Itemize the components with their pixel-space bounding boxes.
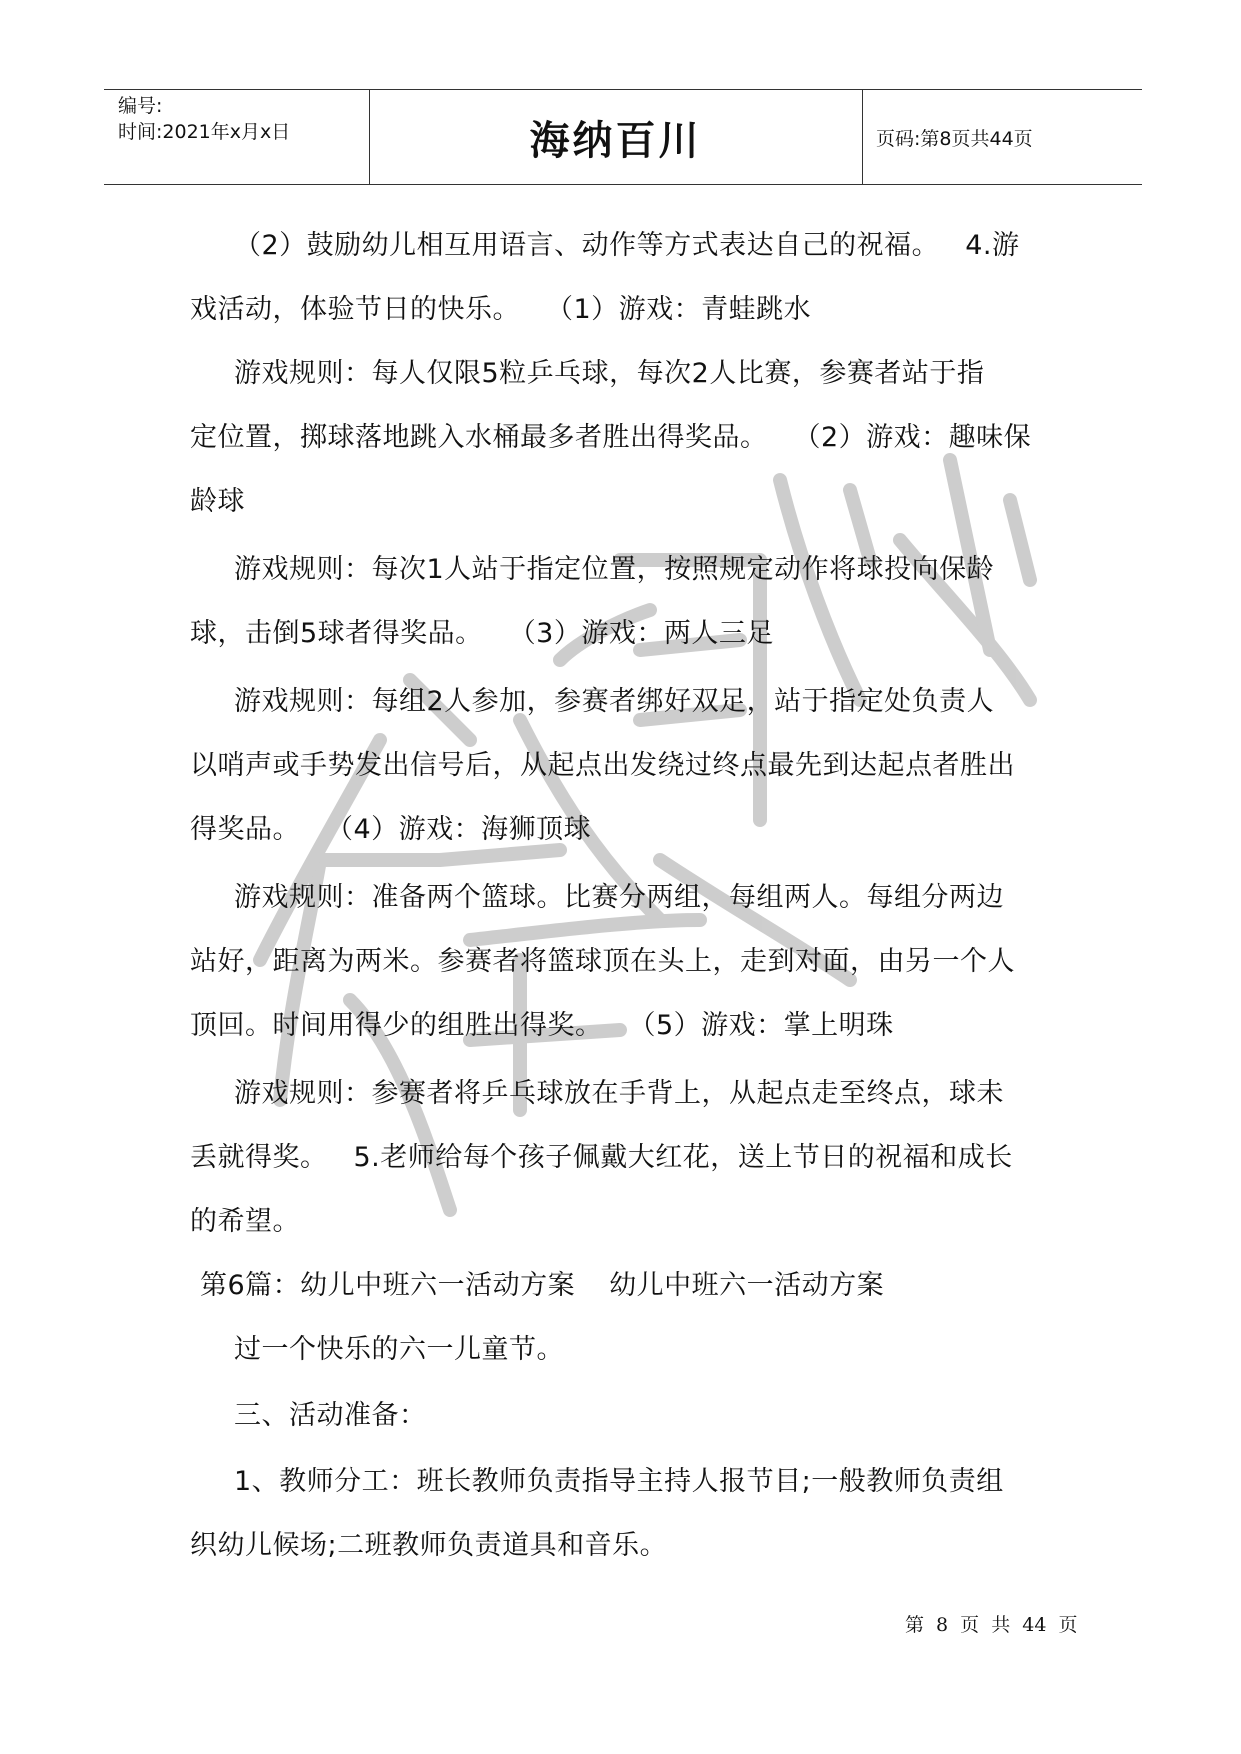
text-line	[190, 944, 1015, 980]
text-line	[190, 1204, 300, 1240]
text-segment: （1）游戏：青蛙跳水	[546, 294, 812, 325]
text-line	[190, 616, 774, 652]
header-info-cell	[104, 90, 370, 184]
text-segment: 游戏规则：准备两个篮球。比赛分两组，每组两人。每组分两边	[234, 882, 1004, 913]
text-segment: 过一个快乐的六一儿童节。	[234, 1334, 564, 1365]
text-line	[234, 684, 994, 720]
number-label: 编号:	[118, 95, 163, 117]
time-label: 时间:2021年x月x日	[118, 121, 291, 143]
text-segment: 丢就得奖。	[190, 1142, 328, 1173]
text-segment: （5）游戏：掌上明珠	[628, 1010, 894, 1041]
text-line	[234, 1464, 1004, 1500]
text-segment: 4.游	[965, 230, 1020, 261]
text-line	[234, 1332, 564, 1368]
page-footer: 第 8 页 共 44 页	[905, 1614, 1078, 1636]
header-brand-cell	[369, 90, 863, 184]
text-segment: 游戏规则：每组2人参加，参赛者绑好双足，站于指定处负责人	[234, 686, 995, 717]
brand-title: 海纳百川	[529, 117, 702, 164]
text-line	[190, 1528, 667, 1564]
text-segment: 织幼儿候场;二班教师负责道具和音乐。	[190, 1530, 668, 1561]
text-segment: 定位置，掷球落地跳入水桶最多者胜出得奖品。	[190, 422, 768, 453]
text-line	[190, 812, 591, 848]
text-segment: 第6篇：幼儿中班六一活动方案	[200, 1270, 576, 1301]
text-line	[234, 1398, 427, 1434]
document-header	[104, 89, 1142, 185]
text-segment: 以哨声或手势发出信号后，从起点出发绕过终点最先到达起点者胜出	[190, 750, 1015, 781]
text-segment: 游戏规则：参赛者将乒乓球放在手背上，从起点走至终点，球未	[234, 1078, 1004, 1109]
text-line	[190, 1140, 1013, 1176]
text-segment: 得奖品。	[190, 814, 300, 845]
text-line	[234, 880, 1004, 916]
text-segment: （2）鼓励幼儿相互用语言、动作等方式表达自己的祝福。	[234, 230, 940, 261]
text-line	[190, 420, 1031, 456]
text-line	[234, 1076, 1004, 1112]
text-line	[190, 1008, 894, 1044]
text-segment: 游戏规则：每次1人站于指定位置，按照规定动作将球投向保龄	[234, 554, 995, 585]
text-segment: 的希望。	[190, 1206, 300, 1237]
text-segment: 站好，距离为两米。参赛者将篮球顶在头上，走到对面，由另一个人	[190, 946, 1015, 977]
page-code: 页码:第8页共44页	[876, 127, 1033, 150]
text-segment: 幼儿中班六一活动方案	[609, 1270, 885, 1301]
text-line	[190, 292, 811, 328]
text-segment: 戏活动，体验节日的快乐。	[190, 294, 520, 325]
text-segment: 龄球	[190, 486, 245, 517]
text-segment: 游戏规则：每人仅限5粒乒乓球，每次2人比赛，参赛者站于指	[234, 358, 985, 389]
text-line	[234, 552, 994, 588]
section-heading	[200, 1268, 884, 1304]
text-line	[190, 748, 1015, 784]
text-line	[190, 484, 245, 520]
header-page-cell	[862, 90, 1142, 184]
text-segment: 球，击倒5球者得奖品。	[190, 618, 483, 649]
text-segment: （4）游戏：海狮顶球	[326, 814, 592, 845]
text-segment: （2）游戏：趣味保	[793, 422, 1032, 453]
text-segment: 顶回。时间用得少的组胜出得奖。	[190, 1010, 603, 1041]
text-line	[234, 356, 984, 392]
text-segment: （3）游戏：两人三足	[508, 618, 774, 649]
text-segment: 三、活动准备：	[234, 1400, 427, 1431]
text-line	[234, 228, 1019, 264]
text-segment: 5.老师给每个孩子佩戴大红花，送上节日的祝福和成长	[353, 1142, 1013, 1173]
text-segment: 1、教师分工：班长教师负责指导主持人报节目;一般教师负责组	[234, 1466, 1004, 1497]
